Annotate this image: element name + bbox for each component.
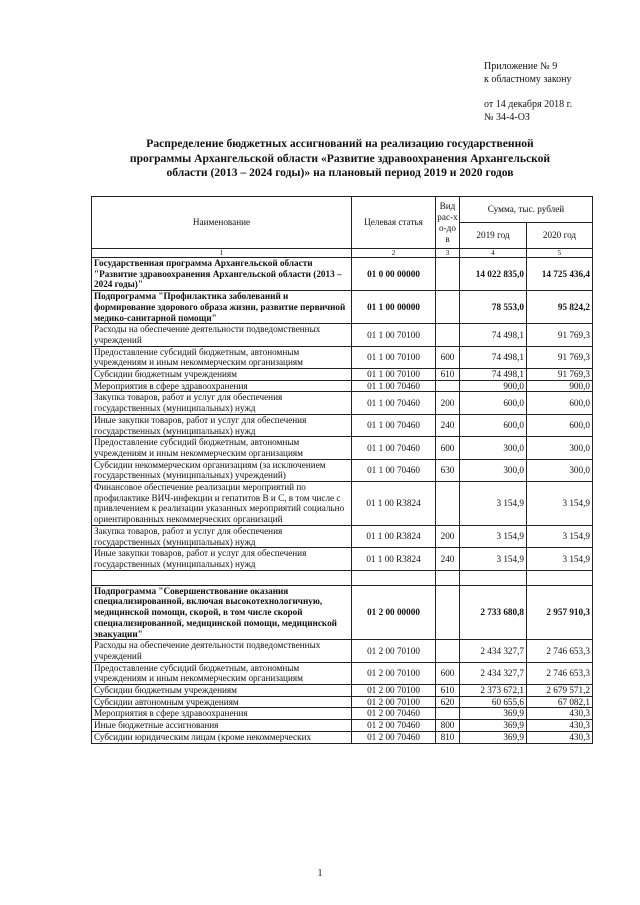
row-name-cell: Субсидии некоммерческим организациям (за исключением государственных (муниципальных) учреждений) [92,459,352,481]
header-name: Наименование [92,197,352,249]
row-name-cell: Субсидии бюджетным учреждениям [92,369,352,381]
appendix-note [484,60,634,124]
row-2020-cell: 67 082,1 [527,696,593,708]
table-row [92,570,593,585]
row-2019-cell: 369,9 [460,731,527,743]
table-row [92,324,593,346]
title-line: области (2013 – 2024 годы)» на плановый период 2019 и 2020 годов [166,166,514,179]
table-row [92,437,593,459]
table-row [92,392,593,414]
row-2019-cell: 3 154,9 [460,548,527,570]
table-body [92,258,593,744]
row-2019-cell: 14 022 835,0 [460,258,527,291]
row-2019-cell: 300,0 [460,437,527,459]
row-2020-cell: 2 679 571,2 [527,685,593,697]
row-2019-cell: 60 655,6 [460,696,527,708]
row-2019-cell: 3 154,9 [460,525,527,547]
document-title [90,137,590,181]
row-name-cell: Мероприятия в сфере здравоохранения [92,708,352,720]
row-2020-cell: 300,0 [527,459,593,481]
title-line: Распределение бюджетных ассигнований на реализацию государственной [146,137,534,150]
table-row [92,720,593,732]
row-name-cell: Предоставление субсидий бюджетным, автономным учреждениям и иным некоммерческим организациям [92,346,352,368]
row-2019-cell: 369,9 [460,708,527,720]
row-code-cell: 01 1 00 70100 [352,369,436,381]
row-name-cell: Иные закупки товаров, работ и услуг для обеспечения государственных (муниципальных) нужд [92,548,352,570]
row-vid-cell: 240 [436,414,460,436]
row-name-cell: Предоставление субсидий бюджетным, автономным учреждениям и иным некоммерческим организациям [92,662,352,684]
row-code-cell: 01 2 00 70460 [352,708,436,720]
row-2020-cell: 900,0 [527,380,593,392]
row-name-cell: Финансовое обеспечение реализации мероприятий по профилактике ВИЧ-инфекции и гепатитов B и C, в том числе с привлечением к реализации указанных мероприятий социально ориентированных некоммерческих организаций [92,482,352,526]
blank-cell [92,570,352,585]
header-2020: 2020 год [527,223,593,249]
row-2019-cell: 74 498,1 [460,369,527,381]
row-code-cell: 01 2 00 00000 [352,585,436,640]
row-code-cell: 01 2 00 70100 [352,640,436,662]
header-vid: Вид рас-хо-дов [436,197,460,249]
table-row [92,346,593,368]
row-code-cell: 01 2 00 70100 [352,662,436,684]
row-name-cell: Субсидии автономным учреждениям [92,696,352,708]
row-code-cell: 01 1 00 00000 [352,291,436,324]
row-vid-cell [436,380,460,392]
row-2020-cell: 430,3 [527,720,593,732]
row-vid-cell: 600 [436,662,460,684]
table-row [92,685,593,697]
table-row [92,696,593,708]
row-2020-cell: 430,3 [527,731,593,743]
row-code-cell: 01 2 00 70460 [352,731,436,743]
row-code-cell: 01 1 00 70460 [352,414,436,436]
row-vid-cell [436,324,460,346]
row-vid-cell [436,482,460,526]
row-vid-cell: 200 [436,525,460,547]
row-2020-cell: 91 769,3 [527,369,593,381]
row-2020-cell: 14 725 436,4 [527,258,593,291]
appendix-line: к областному закону [484,74,572,85]
row-code-cell: 01 0 00 00000 [352,258,436,291]
row-code-cell: 01 1 00 70460 [352,459,436,481]
row-2019-cell: 2 373 672,1 [460,685,527,697]
table-row [92,380,593,392]
row-2019-cell: 300,0 [460,459,527,481]
index-cell: 3 [436,249,460,258]
table-row [92,585,593,640]
row-vid-cell: 200 [436,392,460,414]
row-vid-cell [436,258,460,291]
row-2020-cell: 600,0 [527,414,593,436]
blank-cell [436,570,460,585]
row-name-cell: Расходы на обеспечение деятельности подведомственных учреждений [92,324,352,346]
table-row [92,414,593,436]
row-name-cell: Подпрограмма "Профилактика заболеваний и формирование здорового образа жизни, развитие первичной медико-санитарной помощи" [92,291,352,324]
row-code-cell: 01 2 00 70100 [352,696,436,708]
row-name-cell: Иные бюджетные ассигнования [92,720,352,732]
row-2020-cell: 300,0 [527,437,593,459]
index-cell: 2 [352,249,436,258]
row-vid-cell: 630 [436,459,460,481]
row-2020-cell: 2 746 653,3 [527,640,593,662]
row-code-cell: 01 1 00 R3824 [352,548,436,570]
budget-table [91,196,593,744]
index-cell: 1 [92,249,352,258]
row-name-cell: Закупка товаров, работ и услуг для обеспечения государственных (муниципальных) нужд [92,525,352,547]
blank-cell [460,570,527,585]
table-row [92,291,593,324]
row-vid-cell: 800 [436,720,460,732]
title-line: программы Архангельской области «Развитие здравоохранения Архангельской [129,151,551,165]
row-vid-cell: 600 [436,437,460,459]
row-code-cell: 01 2 00 70100 [352,685,436,697]
blank-cell [527,570,593,585]
row-2020-cell: 95 824,2 [527,291,593,324]
row-2020-cell: 430,3 [527,708,593,720]
header-sum: Сумма, тыс. рублей [460,197,593,223]
appendix-line: от 14 декабря 2018 г. [484,99,573,110]
row-name-cell: Подпрограмма "Совершенствование оказания специализированной, включая высокотехнологичную, медицинской помощи, скорой, в том числе скорой специализированной, медицинской помощи, медицинской эвакуации" [92,585,352,640]
row-code-cell: 01 1 00 70100 [352,324,436,346]
table-row [92,662,593,684]
row-2020-cell: 600,0 [527,392,593,414]
row-2020-cell: 3 154,9 [527,525,593,547]
row-2020-cell: 91 769,3 [527,324,593,346]
row-code-cell: 01 1 00 R3824 [352,482,436,526]
table-row [92,482,593,526]
row-code-cell: 01 2 00 70460 [352,720,436,732]
row-2019-cell: 74 498,1 [460,324,527,346]
index-cell: 4 [460,249,527,258]
header-2019: 2019 год [460,223,527,249]
row-name-cell: Государственная программа Архангельской области "Развитие здравоохранения Архангельской области (2013 – 2024 годы)" [92,258,352,291]
row-code-cell: 01 1 00 R3824 [352,525,436,547]
row-vid-cell: 600 [436,346,460,368]
index-cell: 5 [527,249,593,258]
row-code-cell: 01 1 00 70100 [352,346,436,368]
row-vid-cell [436,291,460,324]
table-row [92,731,593,743]
row-2019-cell: 78 553,0 [460,291,527,324]
row-2019-cell: 3 154,9 [460,482,527,526]
row-2019-cell: 2 434 327,7 [460,662,527,684]
row-2019-cell: 2 434 327,7 [460,640,527,662]
row-2020-cell: 2 957 910,3 [527,585,593,640]
row-name-cell: Субсидии юридическим лицам (кроме некоммерческих [92,731,352,743]
row-2019-cell: 369,9 [460,720,527,732]
row-vid-cell: 610 [436,685,460,697]
header-code: Целевая статья [352,197,436,249]
appendix-line: № 34-4-ОЗ [484,112,530,123]
row-2019-cell: 2 733 680,8 [460,585,527,640]
row-vid-cell: 810 [436,731,460,743]
row-name-cell: Иные закупки товаров, работ и услуг для обеспечения государственных (муниципальных) нужд [92,414,352,436]
table-row [92,548,593,570]
row-2020-cell: 3 154,9 [527,548,593,570]
row-vid-cell: 610 [436,369,460,381]
row-vid-cell: 620 [436,696,460,708]
row-vid-cell [436,585,460,640]
table-row [92,459,593,481]
row-vid-cell: 240 [436,548,460,570]
row-name-cell: Расходы на обеспечение деятельности подведомственных учреждений [92,640,352,662]
row-name-cell: Закупка товаров, работ и услуг для обеспечения государственных (муниципальных) нужд [92,392,352,414]
table-row [92,258,593,291]
table-row [92,525,593,547]
page-number: 1 [317,868,323,879]
row-code-cell: 01 1 00 70460 [352,392,436,414]
row-2020-cell: 2 746 653,3 [527,662,593,684]
row-2019-cell: 600,0 [460,414,527,436]
appendix-line: Приложение № 9 [484,61,558,72]
row-2020-cell: 91 769,3 [527,346,593,368]
row-code-cell: 01 1 00 70460 [352,380,436,392]
table-row [92,708,593,720]
row-vid-cell [436,708,460,720]
row-2019-cell: 900,0 [460,380,527,392]
blank-cell [352,570,436,585]
row-name-cell: Мероприятия в сфере здравоохранения [92,380,352,392]
table-row [92,369,593,381]
row-2019-cell: 600,0 [460,392,527,414]
row-vid-cell [436,640,460,662]
row-name-cell: Субсидии бюджетным учреждениям [92,685,352,697]
row-2020-cell: 3 154,9 [527,482,593,526]
index-row [92,249,593,258]
row-code-cell: 01 1 00 70460 [352,437,436,459]
row-name-cell: Предоставление субсидий бюджетным, автономным учреждениям и иным некоммерческим организациям [92,437,352,459]
row-2019-cell: 74 498,1 [460,346,527,368]
table-row [92,640,593,662]
